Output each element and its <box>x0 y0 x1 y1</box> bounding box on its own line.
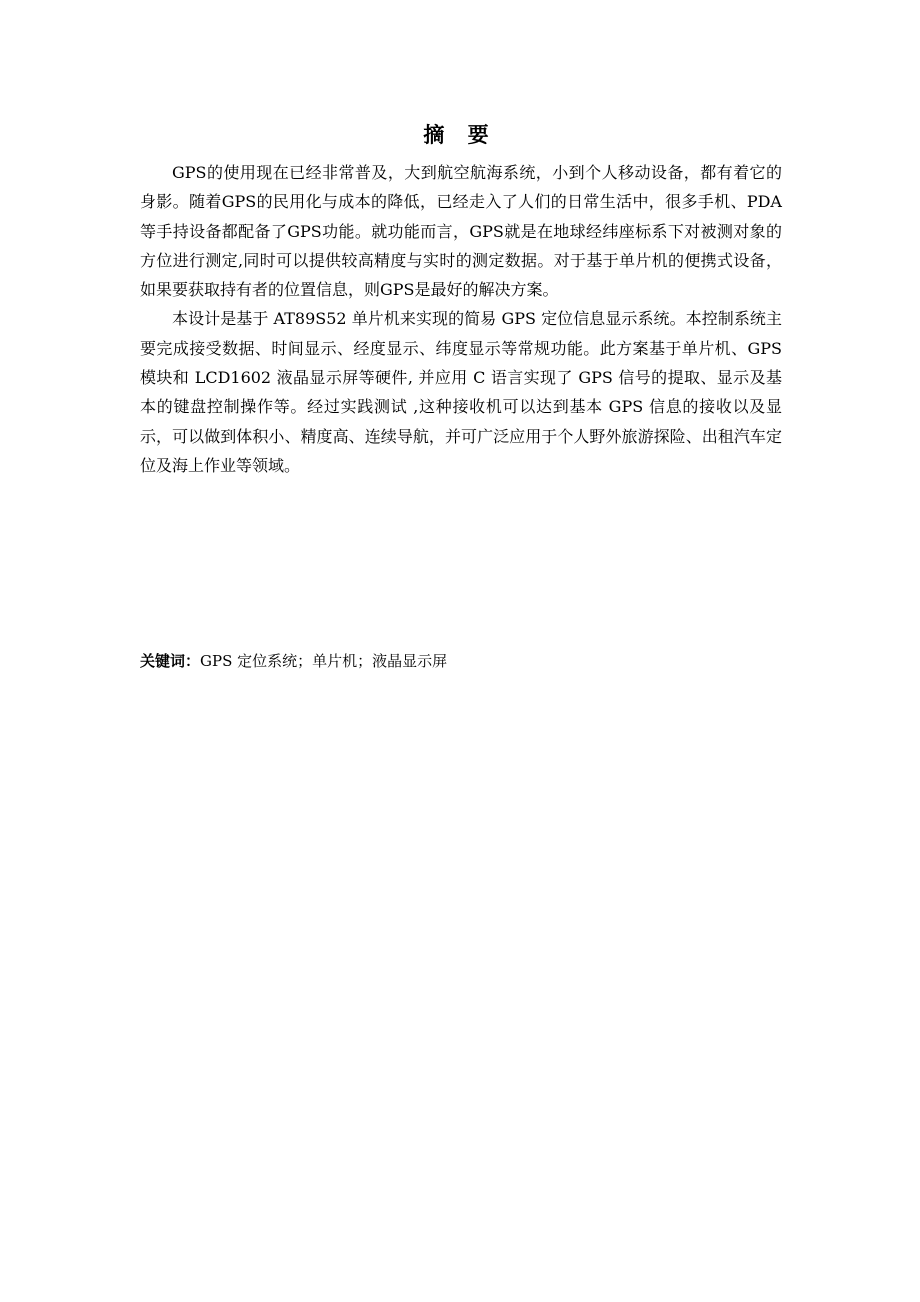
keywords-label: 关键词： <box>140 652 201 670</box>
keywords-line <box>140 648 782 674</box>
abstract-title: 摘 要 <box>423 123 497 147</box>
abstract-body <box>140 158 782 480</box>
keywords-text: GPS 定位系统；单片机；液晶显示屏 <box>200 652 448 670</box>
abstract-paragraph-2: 本设计是基于 AT89S52 单片机来实现的简易 GPS 定位信息显示系统。本控制系统主要完成接受数据、时间显示、经度显示、纬度显示等常规功能。此方案基于单片机、GPS 模块和 LCD1602 液晶显示屏等硬件, 并应用 C 语言实现了 GPS 信号的提取、显示及基本的键盘控制操作等。经过实践测试 ,这种接收机可以达到基本 GPS 信息的接收以及显示，可以做到体积小、精度高、连续导航，并可广泛应用于个人野外旅游探险、出租汽车定位及海上作业等领域。 <box>140 309 782 475</box>
abstract-paragraph-1: GPS的使用现在已经非常普及，大到航空航海系统，小到个人移动设备，都有着它的身影。随着GPS的民用化与成本的降低，已经走入了人们的日常生活中，很多手机、PDA 等手持设备都配备了GPS功能。就功能而言，GPS就是在地球经纬座标系下对被测对象的方位进行测定,同时可以提供较高精度与实时的测定数据。对于基于单片机的便携式设备，如果要获取持有者的位置信息，则GPS是最好的解决方案。 <box>140 163 782 300</box>
